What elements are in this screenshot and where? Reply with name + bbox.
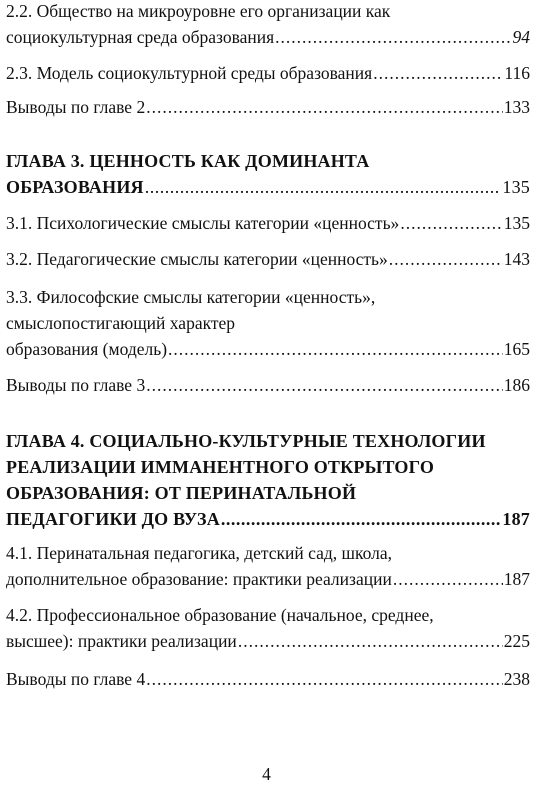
toc-chapter-3 (6, 148, 530, 200)
toc-entry-2-3 (6, 60, 530, 86)
toc-entry-final-line (6, 666, 530, 692)
toc-page-number: 187 (503, 569, 530, 589)
toc-entry-3-2 (6, 246, 530, 272)
toc-entry-final-line (6, 506, 530, 532)
toc-leader-dots (393, 566, 503, 592)
toc-page-number: 225 (503, 631, 530, 651)
toc-page-number: 143 (503, 249, 530, 269)
toc-page-number: 135 (503, 213, 530, 233)
toc-leader-dots (145, 174, 502, 200)
toc-entry-final-line (6, 336, 530, 362)
toc-page-number: 186 (503, 375, 530, 395)
toc-entry-text-line: 4.2. Профессиональное образование (начальное, среднее, (6, 605, 434, 625)
toc-entry-final-line (6, 24, 530, 50)
toc-entry-text-line: смыслопостигающий характер (6, 313, 236, 333)
toc-entry-3-1 (6, 210, 530, 236)
toc-entry-title: Выводы по главе 4 (6, 669, 146, 689)
toc-chapter-4 (6, 428, 530, 532)
toc-leader-dots (146, 666, 503, 692)
toc-entry-text-line: ОБРАЗОВАНИЯ: ОТ ПЕРИНАТАЛЬНОЙ (6, 483, 357, 503)
toc-leader-dots (168, 336, 503, 362)
toc-leader-dots (400, 210, 502, 236)
toc-entry-text-line: ГЛАВА 4. СОЦИАЛЬНО-КУЛЬТУРНЫЕ ТЕХНОЛОГИИ (6, 431, 486, 451)
toc-entry-2-2 (6, 0, 530, 50)
toc-entry-title: 2.3. Модель социокультурной среды образования (6, 63, 373, 83)
toc-entry-title: социокультурная среда образования (6, 27, 275, 47)
toc-leader-dots (221, 506, 501, 532)
toc-entry-title: образования (модель) (6, 339, 168, 359)
toc-page-number: 238 (503, 669, 530, 689)
toc-entry-3-3 (6, 284, 530, 362)
toc-entry-title: ОБРАЗОВАНИЯ (6, 177, 144, 197)
toc-entry-title: дополнительное образование: практики реализации (6, 569, 392, 589)
toc-page-number: 135 (502, 177, 530, 197)
toc-entry-final-line (6, 174, 530, 200)
toc-entry-final-line (6, 628, 530, 654)
toc-page-number: 116 (504, 63, 530, 83)
toc-entry-title: 3.1. Психологические смыслы категории «ценность» (6, 213, 400, 233)
toc-entry-4-1 (6, 540, 530, 592)
toc-entry-text-line: РЕАЛИЗАЦИИ ИММАНЕНТНОГО ОТКРЫТОГО (6, 457, 435, 477)
toc-entry-final-line (6, 566, 530, 592)
toc-leader-dots (275, 24, 511, 50)
toc-entry-conclusions-3 (6, 372, 530, 398)
toc-entry-conclusions-4 (6, 666, 530, 692)
toc-leader-dots (146, 372, 503, 398)
toc-entry-title: высшее): практики реализации (6, 631, 237, 651)
toc-entry-final-line (6, 210, 530, 236)
toc-entry-title: ПЕДАГОГИКИ ДО ВУЗА (6, 509, 220, 529)
toc-page-number: 187 (502, 509, 530, 529)
toc-entry-final-line (6, 246, 530, 272)
toc-entry-title: Выводы по главе 3 (6, 375, 146, 395)
toc-entry-text-line: 3.3. Философские смыслы категории «ценность», (6, 287, 376, 307)
toc-entry-text-line: 4.1. Перинатальная педагогика, детский сад, школа, (6, 543, 393, 563)
toc-leader-dots (389, 246, 503, 272)
toc-entry-text-line: 2.2. Общество на микроуровне его организации как (6, 1, 391, 21)
toc-entry-final-line (6, 94, 530, 120)
toc-page-number: 133 (503, 97, 530, 117)
toc-leader-dots (238, 628, 503, 654)
toc-page-number: 94 (512, 27, 530, 47)
toc-entry-text-line: ГЛАВА 3. ЦЕННОСТЬ КАК ДОМИНАНТА (6, 151, 370, 171)
toc-entry-conclusions-2 (6, 94, 530, 120)
page-number: 4 (262, 764, 271, 784)
toc-leader-dots (373, 60, 503, 86)
toc-entry-title: 3.2. Педагогические смыслы категории «ценность» (6, 249, 388, 269)
toc-entry-4-2 (6, 602, 530, 654)
toc-entry-title: Выводы по главе 2 (6, 97, 146, 117)
toc-entry-final-line (6, 372, 530, 398)
toc-leader-dots (146, 94, 503, 120)
toc-entry-final-line (6, 60, 530, 86)
toc-page-number: 165 (503, 339, 530, 359)
